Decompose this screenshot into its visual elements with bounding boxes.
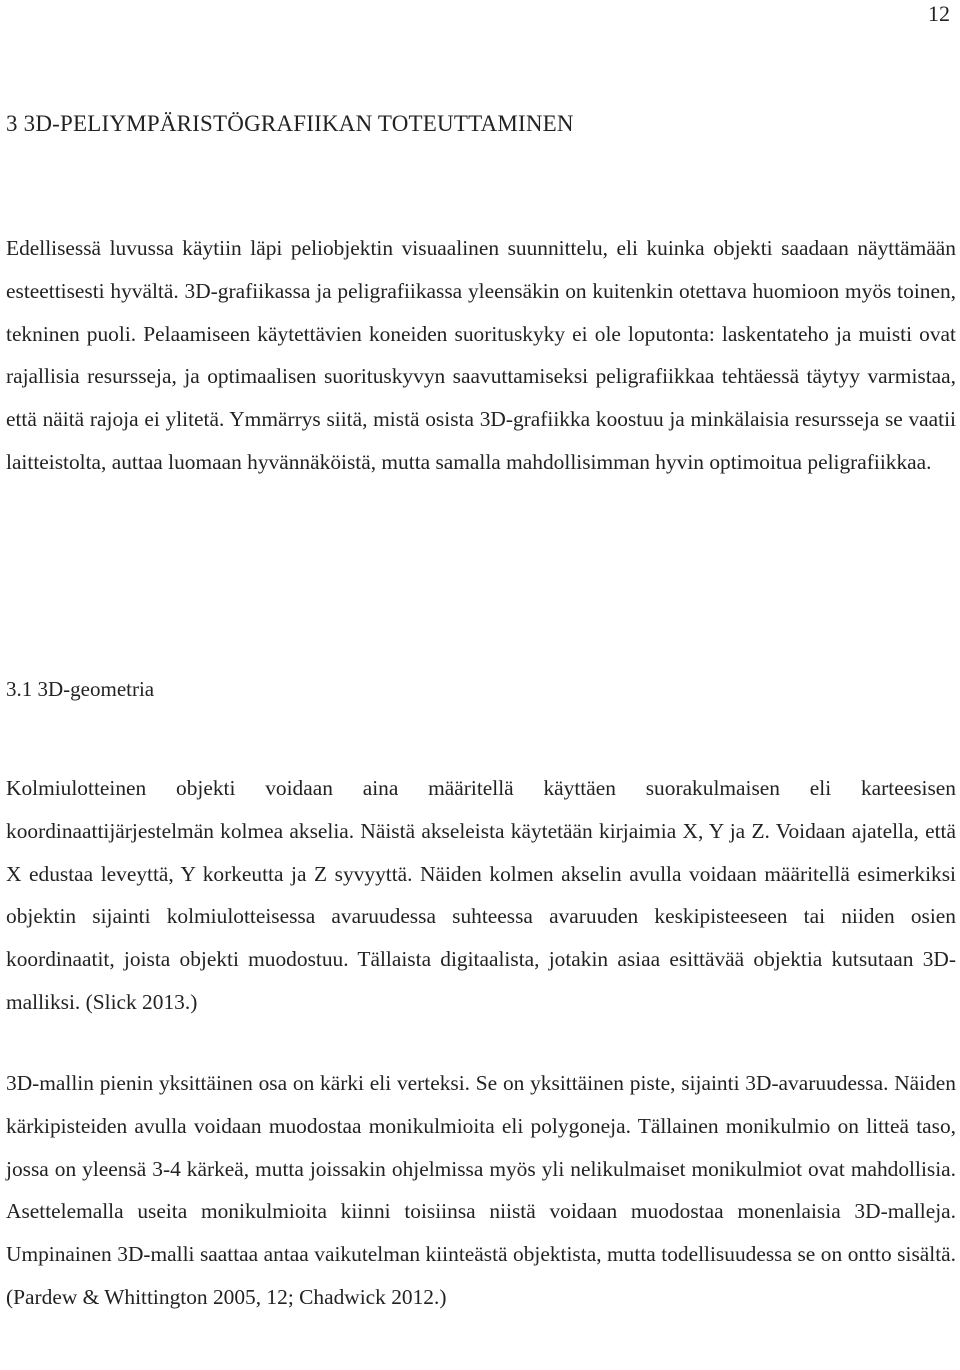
page-number: 12 <box>928 1 950 26</box>
chapter-heading: 3 3D-PELIYMPÄRISTÖGRAFIIKAN TOTEUTTAMINEN <box>6 111 574 136</box>
paragraph-vertices: 3D-mallin pienin yksittäinen osa on kärki eli verteksi. Se on yksittäinen piste, sijainti 3D-avaruudessa. Näiden kärkipisteiden avulla voidaan muodostaa monikulmioita eli polygoneja. Tällainen monikulmio on litteä taso, jossa on yleensä 3-4 kärkeä, mutta joissakin ohjelmissa myös yli nelikulmaiset monikulmiot ovat mahdollisia. Asettelemalla useita monikulmioita kiinni toisiinsa niistä voidaan muodostaa monenlaisia 3D-malleja. Umpinainen 3D-malli saattaa antaa vaikutelman kiinteästä objektista, mutta todellisuudessa se on ontto sisältä. (Pardew & Whittington 2005, 12; Chadwick 2012.) <box>6 1071 956 1309</box>
section-heading: 3.1 3D-geometria <box>6 677 155 701</box>
paragraph-coordinates: Kolmiulotteinen objekti voidaan aina määritellä käyttäen suorakulmaisen eli karteesisen koordinaattijärjestelmän kolmea akselia. Näistä akseleista käytetään kirjaimia X, Y ja Z. Voidaan ajatella, että X edustaa leveyttä, Y korkeutta ja Z syvyyttä. Näiden kolmen akselin avulla voidaan määritellä esimerkiksi objektin sijainti kolmiulotteisessa avaruudessa suhteessa avaruuden keskipisteeseen tai niiden osien koordinaatit, joista objekti muodostuu. Tällaista digitaalista, jotakin asiaa esittävää objektia kutsutaan 3D-malliksi. (Slick 2013.) <box>6 776 956 1014</box>
paragraph-intro: Edellisessä luvussa käytiin läpi peliobjektin visuaalinen suunnittelu, eli kuinka objekti saadaan näyttämään esteettisesti hyvältä. 3D-grafiikassa ja peligrafiikassa yleensäkin on kuitenkin otettava huomioon myös toinen, tekninen puoli. Pelaamiseen käytettävien koneiden suorituskyky ei ole loputonta: laskentateho ja muisti ovat rajallisia resursseja, ja optimaalisen suorituskyvyn saavuttamiseksi peligrafiikkaa tehtäessä täytyy varmistaa, että näitä rajoja ei ylitetä. Ymmärrys siitä, mistä osista 3D-grafiikka koostuu ja minkälaisia resursseja se vaatii laitteistolta, auttaa luomaan hyvännäköistä, mutta samalla mahdollisimman hyvin optimoitua peligrafiikkaa. <box>6 236 956 474</box>
